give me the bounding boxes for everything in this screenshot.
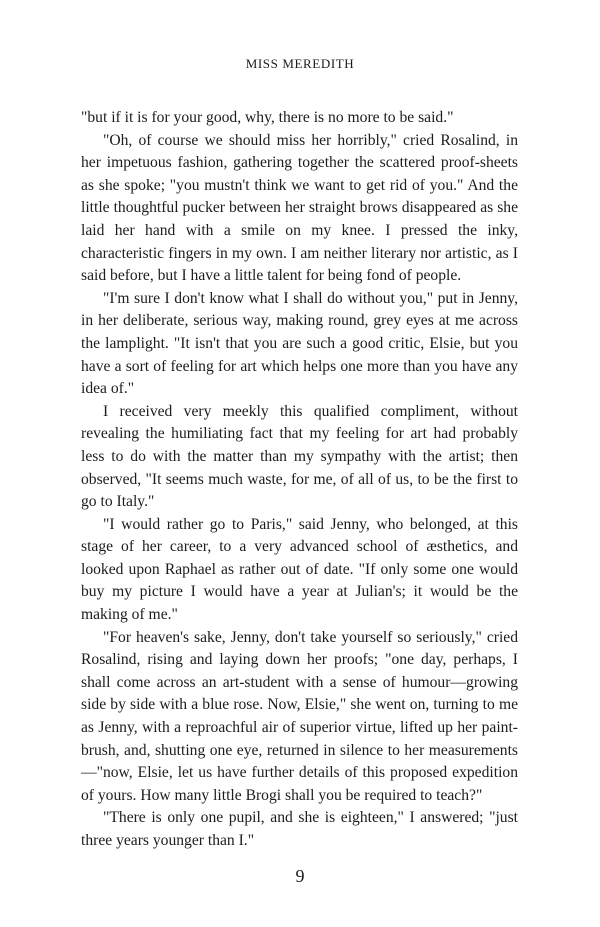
paragraph: I received very meekly this qualified compliment, without revealing the humiliating fact that my feeling for art had probably less to do with the matter than my sympathy with the artist; then observed, "It seems much waste, for me, of all of us, to be the first to go to Italy." xyxy=(81,402,518,511)
paragraph: "but if it is for your good, why, there is no more to be said." xyxy=(81,109,454,126)
paragraph: "I would rather go to Paris," said Jenny, who belonged, at this stage of her career, to a very advanced school of æsthetics, and looked upon Raphael as rather out of date. "If only some one would buy my picture I would have a year at Julian's; it would be the making of me." xyxy=(81,515,518,624)
body-text xyxy=(81,107,518,853)
paragraph: "I'm sure I don't know what I shall do without you," put in Jenny, in her deliberate, serious way, making round, grey eyes at me across the lamplight. "It isn't that you are such a good critic, Elsie, but you have a sort of feeling for art which helps one more than you have any idea of." xyxy=(81,289,518,398)
paragraph: "Oh, of course we should miss her horribly," cried Rosalind, in her impetuous fashion, gathering together the scattered proof-sheets as she spoke; "you mustn't think we want to get rid of you." And the little thoughtful pucker between her straight brows disappeared as she laid her hand with a smile on my knee. I pressed the inky, characteristic fingers in my own. I am neither literary nor artistic, as I said before, but I have a little talent for being fond of people. xyxy=(81,131,518,285)
paragraph: "For heaven's sake, Jenny, don't take yourself so seriously," cried Rosalind, rising and laying down her proofs; "one day, perhaps, I shall come across an art-student with a sense of humour—growing side by side with a blue rose. Now, Elsie," she went on, turning to me as Jenny, with a reproachful air of superior virtue, lifted up her paint-brush, and, shutting one eye, returned in silence to her measurements—"now, Elsie, let us have further details of this proposed expedition of yours. How many little Brogi shall you be required to teach?" xyxy=(81,628,518,804)
page-number: 9 xyxy=(295,866,305,886)
paragraph: "There is only one pupil, and she is eighteen," I answered; "just three years younger than I." xyxy=(81,809,518,849)
running-title: MISS MEREDITH xyxy=(245,56,355,71)
